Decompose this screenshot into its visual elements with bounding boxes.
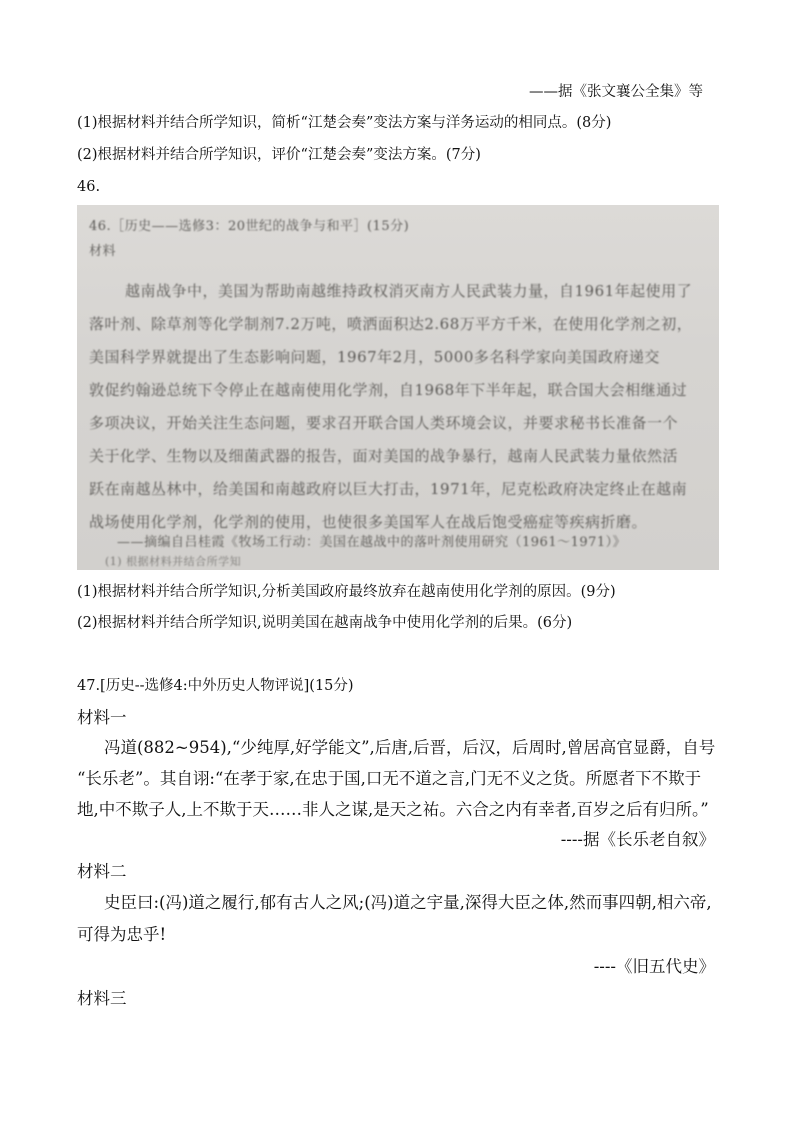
photo-line: 敦促约翰逊总统下令停止在越南使用化学剂，自1968年下半年起，联合国大会相继通过	[89, 381, 688, 399]
material-2-source: ----《旧五代史》	[593, 957, 715, 976]
photo-line: 多项决议，开始关注生态问题，要求召开联合国人类环境会议，并要求秘书长准备一个	[89, 414, 679, 432]
photo-line-cutoff: (1) 根据材料并结合所学知	[105, 555, 242, 568]
photo-line: 战场使用化学剂，化学剂的使用，也使很多美国军人在战后饱受癌症等疾病折磨。	[89, 513, 648, 531]
photo-line: 落叶剂、除草剂等化学制剂7.2万吨，喷洒面积达2.68万平方千米，在使用化学剂之初，	[89, 315, 693, 333]
q45-subquestion-1: (1)根据材料并结合所学知识，简析“江楚会奏”变法方案与洋务运动的相同点。(8分)	[77, 115, 612, 131]
material-2-line: 可得为忠乎!	[77, 925, 167, 944]
q46-subquestion-2: (2)根据材料并结合所学知识,说明美国在越南战争中使用化学剂的后果。(6分)	[77, 615, 573, 631]
material-3-label: 材料三	[77, 989, 127, 1008]
material-1-line: 地,中不欺子人,上不欺于天……非人之谋,是天之祐。六合之内有幸者,百岁之后有归所。”	[77, 800, 709, 819]
material-1-source: ----据《长乐老自叙》	[560, 830, 715, 849]
material-1-line: 冯道(882~954),“少纯厚,好学能文”,后唐,后晋，后汉，后周时,曾居高官显爵，自号	[104, 738, 716, 757]
q46-material-photo	[77, 205, 719, 570]
photo-line-source: ——摘编自吕桂霞《牧场工行动：美国在越战中的落叶剂使用研究（1961～1971）》	[117, 535, 627, 550]
material-2-line: 史臣曰:(冯)道之履行,郁有古人之风;(冯)道之宇量,深得大臣之体,然而事四朝,相六帝,	[104, 893, 712, 912]
photo-line: 跃在南越丛林中，给美国和南越政府以巨大打击，1971年，尼克松政府决定终止在越南	[89, 480, 688, 498]
photo-line-heading: 46.［历史——选修3：20世纪的战争与和平］(15分)	[89, 219, 410, 234]
material-1-label: 材料一	[77, 708, 127, 727]
q46-subquestion-1: (1)根据材料并结合所学知识,分析美国政府最终放弃在越南使用化学剂的原因。(9分)	[77, 584, 616, 600]
photo-line-label: 材料	[89, 244, 117, 259]
photo-line: 关于化学、生物以及细菌武器的报告，面对美国的战争暴行，越南人民武装力量依然活	[89, 447, 679, 465]
q45-subquestion-2: (2)根据材料并结合所学知识，评价“江楚会奏”变法方案。(7分)	[77, 147, 481, 163]
photo-line: 越南战争中，美国为帮助南越维持政权消灭南方人民武装力量，自1961年起使用了	[125, 282, 693, 300]
material-2-label: 材料二	[77, 862, 127, 881]
photo-line: 美国科学界就提出了生态影响问题，1967年2月，5000多名科学家向美国政府递交	[89, 348, 660, 366]
q46-number: 46.	[77, 179, 101, 195]
source-attribution: ——据《张文襄公全集》等	[529, 84, 703, 100]
material-1-line: “长乐老”。其自诩:“在孝于家,在忠于国,口无不道之言,门无不义之货。所愿者下不欺于	[77, 769, 702, 788]
q47-title: 47.[历史--选修4:中外历史人物评说](15分)	[77, 678, 354, 694]
